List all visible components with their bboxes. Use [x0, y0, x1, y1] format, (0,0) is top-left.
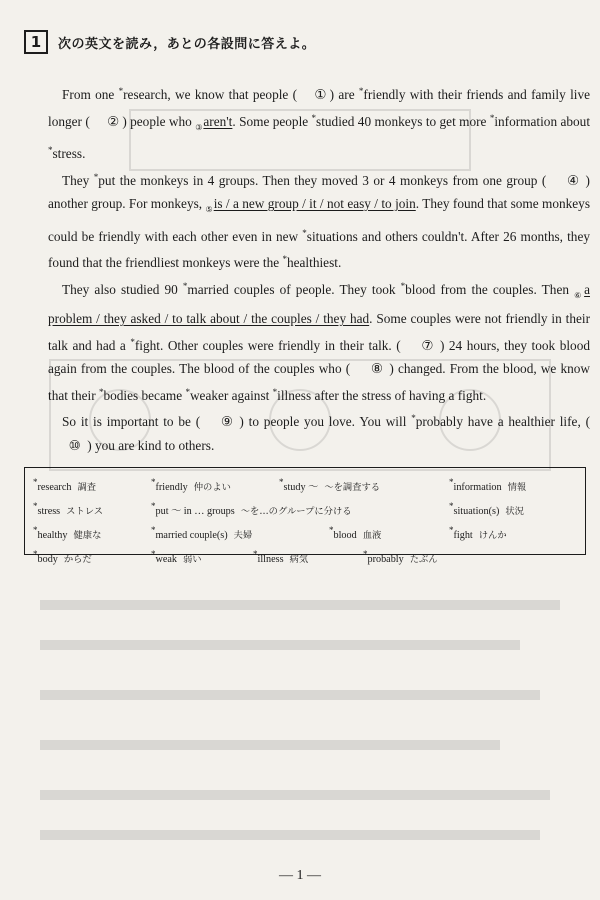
vocab-item: *illness 病気 [253, 549, 309, 565]
question-number-box: 1 [24, 30, 48, 54]
vocab-row-1 [33, 473, 577, 497]
underline-label-6: ⑥ [574, 290, 584, 300]
vocab-item: *body からだ [33, 549, 92, 565]
question-header [24, 30, 315, 54]
underlined-phrase-6: a problem / they asked / to talk about / the couples / they had [48, 281, 590, 326]
vocab-item: *weak 弱い [151, 549, 202, 565]
vocab-item: *situation(s) 状況 [449, 501, 524, 517]
underline-label-3: ③ [195, 122, 203, 132]
paragraph-2: They *put the monkeys in 4 groups. Then they moved 3 or 4 monkeys from one group ( ④ ) another group. For monkeys, $_⑤$is / a new group / it / not easy / to join. They found that some monkeys could be friendly with each other even in new *situations and others couldn't. After 26 months, they found that the friendliest monkeys were the *healthiest. [48, 166, 590, 275]
vocab-item: *probably たぶん [363, 549, 438, 565]
blank-1: ① [314, 87, 327, 102]
vocab-row-3 [33, 521, 577, 545]
vocab-item: *fight けんか [449, 525, 507, 541]
vocab-item: *married couple(s) 夫婦 [151, 525, 253, 541]
blank-4: ④ [566, 172, 579, 188]
vocab-item: *stress ストレス [33, 501, 104, 517]
blank-8: ⑧ [370, 361, 383, 376]
blank-10: ⑩ [68, 437, 81, 453]
blank-2: ② [107, 113, 120, 129]
paragraph-4: So it is important to be ( ⑨ ) to people you love. You will *probably have a healthier life, ( ⑩ ) you are kind to others. [48, 407, 590, 457]
vocab-item: *put ～ in … groups ～を…のグループに分ける [151, 501, 352, 517]
underline-label-5: ⑤ [205, 205, 213, 214]
vocab-item: *research 調査 [33, 477, 97, 493]
vocabulary-box [24, 467, 586, 565]
question-instruction: 次の英文を読み，あとの各設問に答えよ。 [58, 36, 316, 52]
underlined-phrase-3: aren't [203, 113, 233, 129]
page-number: — 1 — [279, 868, 321, 883]
blank-7: ⑦ [421, 337, 434, 353]
paragraph-1: From one *research, we know that people ( ① ) are *friendly with their friends and family live longer ( ② ) people who $_③$aren't. Some people *studied 40 monkeys to get more *information about *stress. [48, 80, 590, 166]
vocab-item: *study ～ ～を調査する [279, 477, 381, 493]
reading-passage [48, 80, 590, 457]
vocab-item: *information 情報 [449, 477, 527, 493]
vocab-row-4 [33, 545, 577, 569]
underlined-phrase-5: is / a new group / it / not easy / to join [213, 196, 416, 211]
vocab-row-2 [33, 497, 577, 521]
vocab-item: *friendly 仲のよい [151, 477, 231, 493]
vocab-item: *blood 血液 [329, 525, 382, 541]
vocab-item: *healthy 健康な [33, 525, 102, 541]
paragraph-3: They also studied 90 *married couples of people. They took *blood from the couples. Then $_⑥$a problem / they asked / to talk about / the couples / they had. Some couples were not friendly in their talk and had a *fight. Other couples were friendly in their talk. ( ⑦ ) 24 hours, they took blood again from the couples. The blood of the couples who ( ⑧ ) changed. From the blood, we know that their *bodies became *weaker against *illness after the stress of having a fight. [48, 280, 590, 403]
blank-9: ⑨ [220, 414, 233, 429]
